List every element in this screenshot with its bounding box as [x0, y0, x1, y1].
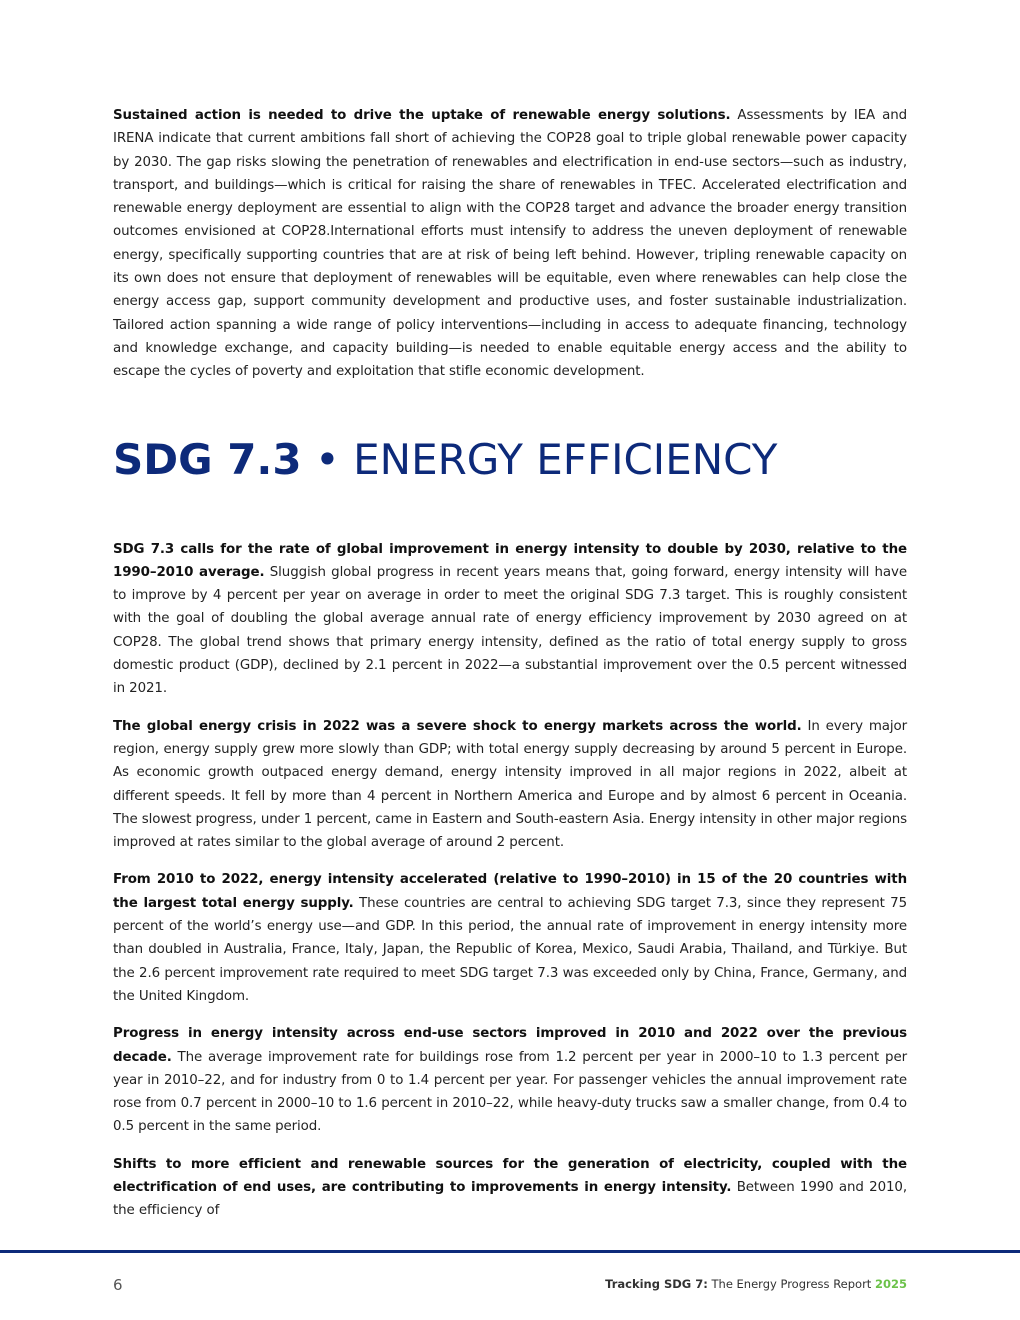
- paragraph-lead: Shifts to more efficient and renewable sources for the generation of electricity, coupled with the electrification of end uses, are contributing to improvements in energy intensity.: [113, 1156, 907, 1195]
- paragraph-lead: Progress in energy intensity across end-use sectors improved in 2010 and 2022 over the previous decade.: [113, 1026, 907, 1065]
- paragraph-lead: Sustained action is needed to drive the uptake of renewable energy solutions.: [113, 108, 731, 123]
- paragraph-end-use-sectors: [113, 1022, 907, 1138]
- section-separator: •: [301, 434, 354, 484]
- paragraph-renewable-uptake: [113, 104, 907, 384]
- paragraph-lead: The global energy crisis in 2022 was a severe shock to energy markets across the world.: [113, 718, 802, 734]
- paragraph-text: In every major region, energy supply grew more slowly than GDP; with total energy supply decreasing by around 5 percent in Europe. As economic growth outpaced energy demand, energy intensity improved in all major regions in 2022, albeit at different speeds. It fell by more than 4 percent in Northern America and Europe and by almost 6 percent in Oceania. The slowest progress, under 1 percent, came in Eastern and South-eastern Asia. Energy intensity in other major regions improved at rates similar to the global average of around 2 percent.: [113, 718, 907, 851]
- section-title: ENERGY EFFICIENCY: [353, 434, 778, 484]
- paragraph-electricity-shifts: [113, 1153, 907, 1223]
- footer-report-title: [605, 1277, 907, 1291]
- footer-year: 2025: [874, 1277, 907, 1291]
- paragraph-text: These countries are central to achieving SDG target 7.3, since they represent 75 percent of the world’s energy use—and GDP. In this period, the annual rate of improvement in energy intensity more than doubled in Australia, France, Italy, Japan, the Republic of Korea, Mexico, Saudi Arabia, Thailand, and Türkiye. But the 2.6 percent improvement rate required to meet SDG target 7.3 was exceeded only by China, France, Germany, and the United Kingdom.: [113, 895, 907, 1004]
- footer-divider: [0, 1250, 1020, 1253]
- paragraph-text: The average improvement rate for buildings rose from 1.2 percent per year in 2000–10 to 1.3 percent per year in 2010–22, and for industry from 0 to 1.4 percent per year. For passenger vehicles the annual improvement rate rose from 0.7 percent in 2000–10 to 1.6 percent in 2010–22, while heavy-duty trucks saw a smaller change, from 0.4 to 0.5 percent in the same period.: [113, 1049, 907, 1135]
- paragraph-sdg73-target: [113, 538, 907, 701]
- section-code: SDG 7.3: [113, 434, 302, 484]
- paragraph-lead: From 2010 to 2022, energy intensity accelerated (relative to 1990–2010) in 15 of the 20 countries with the largest total energy supply.: [113, 872, 907, 911]
- paragraph-text: Assessments by IEA and IRENA indicate that current ambitions fall short of achieving the COP28 goal to triple global renewable power capacity by 2030. The gap risks slowing the penetration of renewables and electrification in end-use sectors—such as industry, transport, and buildings—which is critical for raising the share of renewables in TFEC. Accelerated electrification and renewable energy deployment are essential to align with the COP28 target and advance the broader energy transition outcomes envisioned at COP28.International efforts must intensify to address the uneven deployment of renewable energy, specifically supporting countries that are at risk of being left behind. However, tripling renewable capacity on its own does not ensure that deployment of renewables will be equitable, even where renewables can help close the energy access gap, support community development and productive uses, and foster sustainable industrialization. Tailored action spanning a wide range of policy interventions—including in access to adequate financing, technology and knowledge exchange, and capacity building—is needed to enable equitable energy access and the ability to escape the cycles of poverty and exploitation that stifle economic development.: [113, 108, 907, 380]
- paragraph-text: Between 1990 and 2010, the efficiency of: [113, 1179, 907, 1219]
- paragraph-energy-crisis: [113, 715, 907, 855]
- footer-title-rest: The Energy Progress Report: [707, 1277, 875, 1291]
- paragraph-lead: SDG 7.3 calls for the rate of global improvement in energy intensity to double by 2030, relative to the 1990–2010 average.: [113, 541, 907, 580]
- page-number: 6: [113, 1276, 123, 1294]
- paragraph-country-progress: [113, 868, 907, 1008]
- footer-title-bold: Tracking SDG 7:: [605, 1277, 708, 1291]
- paragraph-text: Sluggish global progress in recent years means that, going forward, energy intensity will have to improve by 4 percent per year on average in order to meet the original SDG 7.3 target. This is roughly consistent with the goal of doubling the global average annual rate of energy efficiency improvement by 2030 agreed on at COP28. The global trend shows that primary energy intensity, defined as the ratio of total energy supply to gross domestic product (GDP), declined by 2.1 percent in 2022—a substantial improvement over the 0.5 percent witnessed in 2021.: [113, 564, 907, 697]
- report-body: [113, 104, 907, 1237]
- section-heading: [113, 434, 907, 486]
